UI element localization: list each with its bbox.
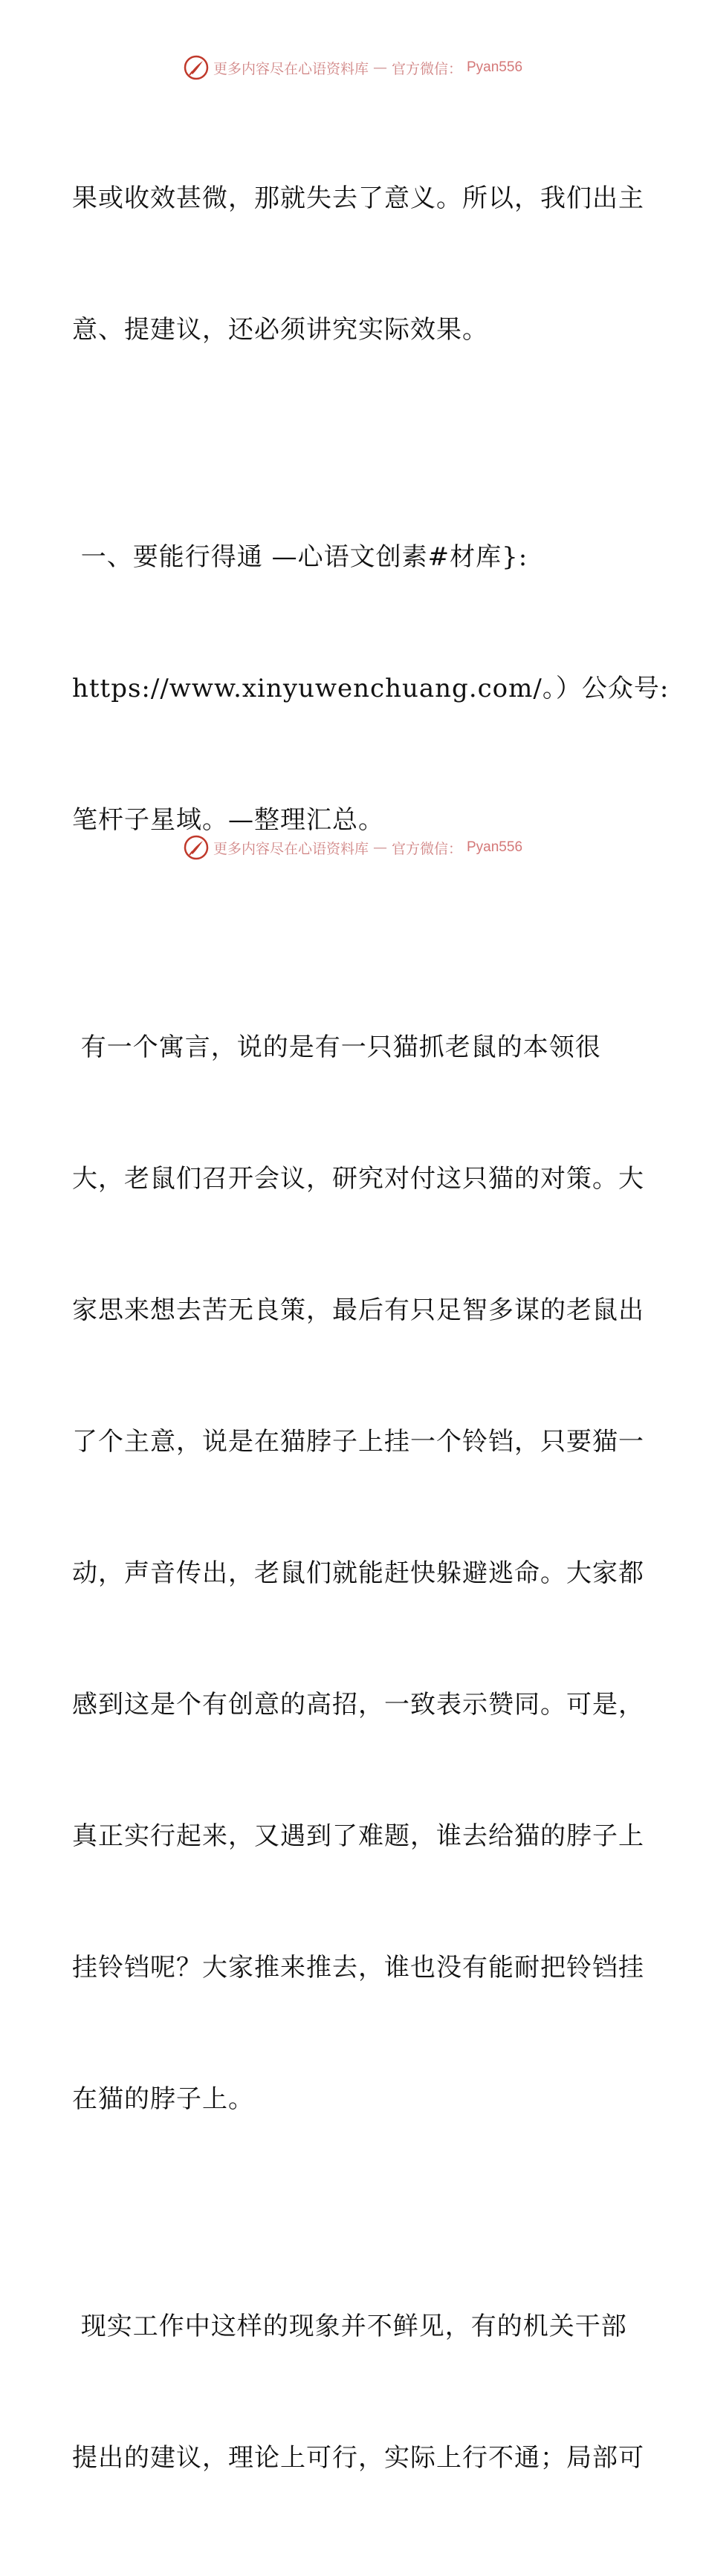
watermark-wechat-id: Pyan556 [467, 839, 523, 855]
paragraph-1 [72, 89, 644, 440]
watermark-wechat-id: Pyan556 [467, 59, 523, 75]
paragraph-3 [72, 938, 644, 2209]
header-watermark [0, 55, 706, 80]
text-line: 提出的建议，理论上可行，实际上行不通；局部可 [72, 2443, 644, 2473]
text-line: 大，老鼠们召开会议，研究对付这只猫的对策。大 [72, 1164, 644, 1194]
text-line: 意、提建议，还必须讲究实际效果。 [72, 315, 488, 345]
text-line: 现实工作中这样的现象并不鲜见，有的机关干部 [72, 2312, 627, 2341]
paragraph-4 [72, 2217, 644, 2568]
watermark-separator: — [372, 839, 387, 856]
watermark-brand: 更多内容尽在心语资料库 [213, 840, 369, 857]
watermark-wechat-label: 官方微信： [391, 840, 462, 857]
text-line: 感到这是个有创意的高招，一致表示赞同。可是， [72, 1690, 644, 1720]
text-line: 有一个寓言，说的是有一只猫抓老鼠的本领很 [72, 1032, 601, 1062]
quill-pen-logo-icon [184, 835, 209, 860]
text-line: 家思来想去苦无良策，最后有只足智多谋的老鼠出 [72, 1295, 644, 1325]
text-line: 笔杆子星域。—整理汇总。 [72, 805, 384, 835]
section-heading: 一、要能行得通 —心语文创素#材库}: [72, 542, 528, 572]
text-line: 挂铃铛呢？大家推来推去，谁也没有能耐把铃铛挂 [72, 1953, 644, 1983]
text-line: https://www.xinyuwenchuang.com/。）公众号: [72, 674, 670, 703]
text-line: 在猫的脖子上。 [72, 2084, 254, 2114]
watermark-brand: 更多内容尽在心语资料库 [213, 60, 369, 77]
watermark-wechat-label: 官方微信： [391, 60, 462, 77]
text-line: 动，声音传出，老鼠们就能赶快躲避逃命。大家都 [72, 1558, 644, 1588]
watermark-separator: — [372, 59, 387, 76]
footer-watermark [0, 835, 706, 860]
text-line: 果或收效甚微，那就失去了意义。所以，我们出主 [72, 183, 644, 213]
text-line: 真正实行起来，又遇到了难题，谁去给猫的脖子上 [72, 1821, 644, 1851]
document-body [72, 89, 670, 2576]
text-line: 了个主意，说是在猫脖子上挂一个铃铛，只要猫一 [72, 1427, 644, 1457]
quill-pen-logo-icon [184, 55, 209, 80]
